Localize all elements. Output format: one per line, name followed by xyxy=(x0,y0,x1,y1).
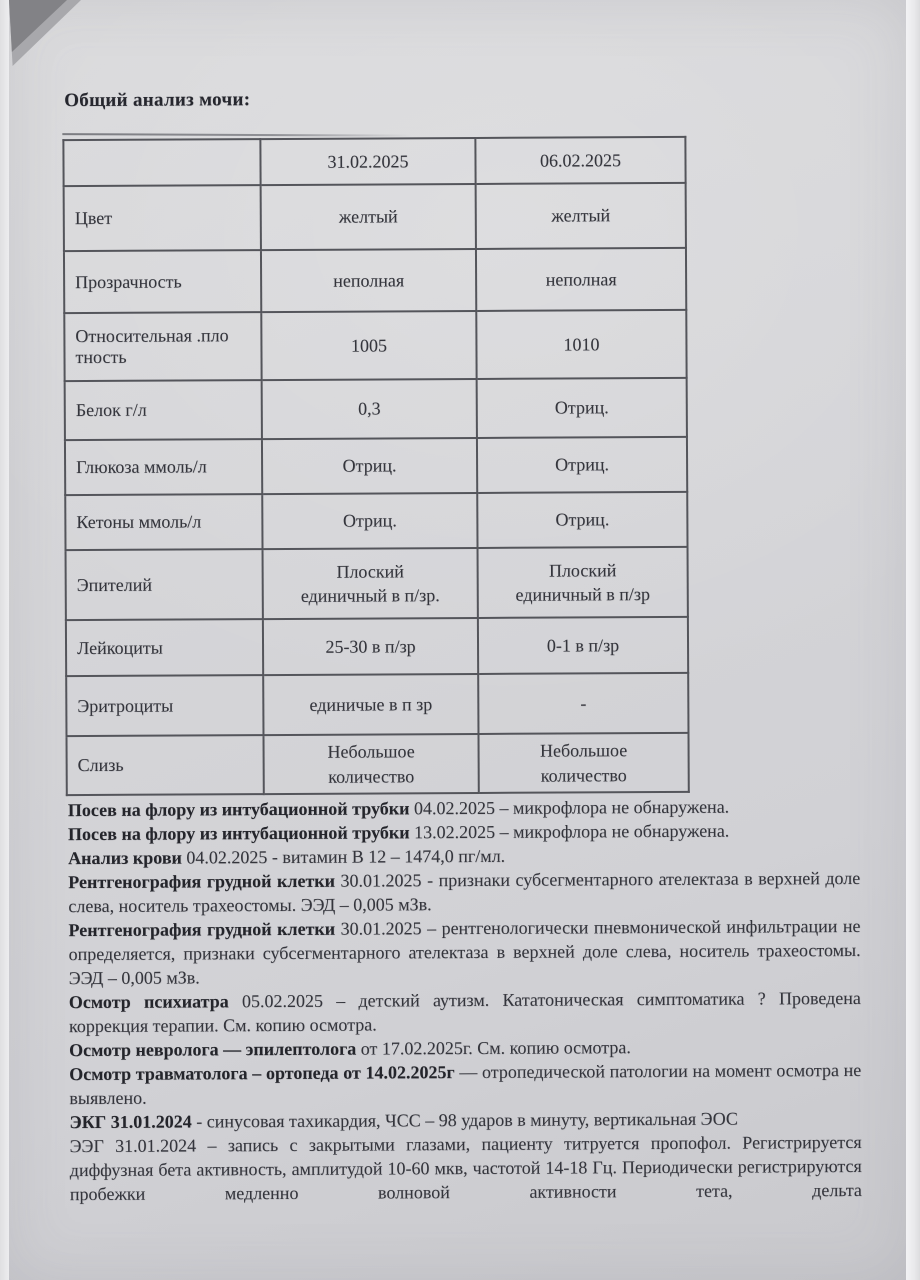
note-traumatologist xyxy=(69,1058,861,1110)
note-lead: Осмотр психиатра xyxy=(68,991,229,1013)
row-label: Эритроциты xyxy=(66,675,263,736)
note-rest: ЭЭГ 31.01.2024 – запись с закрытыми глазами, пациенту титруется пропофол. Регистрируется диффузная бета активность, амплитудой 10-60 мкв, частотой 14-18 Гц. Периодически регистрируются пробежки медленно волновой активности тета, дельта xyxy=(69,1131,862,1205)
header-date-2: 06.02.2025 xyxy=(475,137,685,184)
document-content xyxy=(62,0,879,1280)
row-value-2: - xyxy=(478,673,688,734)
row-label: Лейкоциты xyxy=(66,619,263,676)
note-lead: Посев на флору из интубационной трубки xyxy=(67,822,410,845)
note-rest: от 17.02.2025г. См. копию осмотра. xyxy=(356,1037,631,1059)
table-header-row xyxy=(63,137,685,186)
note-rest: - синусовая тахикардия, ЧСС – 98 ударов в минуту, вертикальная ЭОС xyxy=(191,1108,738,1132)
header-date-1: 31.02.2025 xyxy=(260,138,475,185)
note-xray-1 xyxy=(68,866,860,918)
page-edge-left xyxy=(0,0,9,1280)
table-row-protein xyxy=(65,378,687,440)
row-value-1: 25-30 в п/зр xyxy=(263,618,478,675)
table-row-density xyxy=(64,310,686,381)
table-row-ketones xyxy=(65,492,687,550)
row-label: Относительная .пло тность xyxy=(64,312,261,381)
note-xray-2 xyxy=(68,914,860,990)
row-label: Кетоны ммоль/л xyxy=(65,494,262,550)
row-value-2: Отриц. xyxy=(477,378,687,438)
row-value-2: Отриц. xyxy=(477,437,687,493)
note-rest: 05.02.2025 – детский аутизм. Кататоническая симптоматика ? Проведена коррекция терапии. См. копию осмотра. xyxy=(68,987,861,1037)
note-psychiatrist xyxy=(69,986,861,1038)
row-value-2: Плоский единичный в п/зр xyxy=(478,547,688,618)
table-row-glucose xyxy=(65,437,687,495)
findings-notes xyxy=(68,794,862,1206)
document-page xyxy=(9,0,906,1280)
note-lead: Рентгенография грудной клетки xyxy=(68,918,336,941)
table-row-erythrocytes xyxy=(66,673,688,736)
row-value-2: желтый xyxy=(476,183,686,249)
row-value-2: Отриц. xyxy=(477,492,687,548)
note-rest: 04.02.2025 - витамин В 12 – 1474,0 пг/мл. xyxy=(181,845,506,868)
note-rest: 13.02.2025 – микрофлора не обнаружена. xyxy=(409,820,730,843)
row-label: Цвет xyxy=(64,185,261,251)
row-value-1: единичые в п зр xyxy=(263,674,478,735)
note-lead: ЭКГ 31.01.2024 xyxy=(69,1111,192,1133)
note-rest: 30.01.2025 - признаки субсегментарного ателектаза в верхней доле слева, носитель трахеостомы. ЭЭД – 0,005 мЗв. xyxy=(68,867,861,917)
row-label: Слизь xyxy=(66,735,263,795)
header-parameter-cell xyxy=(63,139,260,186)
row-value-1: желтый xyxy=(261,184,476,250)
note-lead: Осмотр невролога — эпилептолога xyxy=(69,1038,357,1061)
note-lead: Анализ крови xyxy=(68,847,182,869)
document-title: Общий анализ мочи: xyxy=(64,89,251,112)
row-value-2: 1010 xyxy=(476,310,686,379)
note-lead: Посев на флору из интубационной трубки xyxy=(67,798,410,821)
table-row-transparency xyxy=(64,248,686,313)
row-value-1: 1005 xyxy=(261,311,476,380)
note-eeg xyxy=(70,1130,862,1206)
row-value-1: неполная xyxy=(261,249,476,312)
row-label: Эпителий xyxy=(66,549,263,620)
scan-artifact-line xyxy=(62,133,412,137)
row-value-1: 0,3 xyxy=(262,379,477,439)
note-rest: 30.01.2025 – рентгенологически пневмонической инфильтрации не определяется, признаки субсегментарного ателектаза в верхней доле слева, носитель трахеостомы. ЭЭД – 0,005 мЗв. xyxy=(68,915,861,989)
table-row-leukocytes xyxy=(66,617,688,676)
note-rest: — отропедической патологии на момент осмотра не выявлено. xyxy=(69,1059,862,1109)
note-lead: Рентгенография грудной клетки xyxy=(68,870,336,893)
row-label: Глюкоза ммоль/л xyxy=(65,439,262,495)
page-edge-right xyxy=(906,0,920,1280)
urinalysis-table xyxy=(62,136,689,796)
row-label: Прозрачность xyxy=(64,250,261,313)
row-value-2: 0-1 в п/зр xyxy=(478,617,688,674)
row-value-1: Отриц. xyxy=(262,438,477,494)
table-row-mucus xyxy=(66,733,688,795)
row-value-2: Небольшое количество xyxy=(478,733,688,793)
note-rest: 04.02.2025 – микрофлора не обнаружена. xyxy=(409,796,730,819)
row-value-1: Отриц. xyxy=(262,493,477,549)
table-row-color xyxy=(64,183,686,251)
page-fold-corner-icon xyxy=(9,0,67,52)
table-row-epithelium xyxy=(66,547,688,620)
row-value-2: неполная xyxy=(476,248,686,311)
note-lead: Осмотр травматолога – ортопеда от 14.02.2025г xyxy=(69,1062,455,1085)
row-label: Белок г/л xyxy=(65,380,262,440)
row-value-1: Небольшое количество xyxy=(263,734,478,794)
row-value-1: Плоский единичный в п/зр. xyxy=(263,548,478,619)
